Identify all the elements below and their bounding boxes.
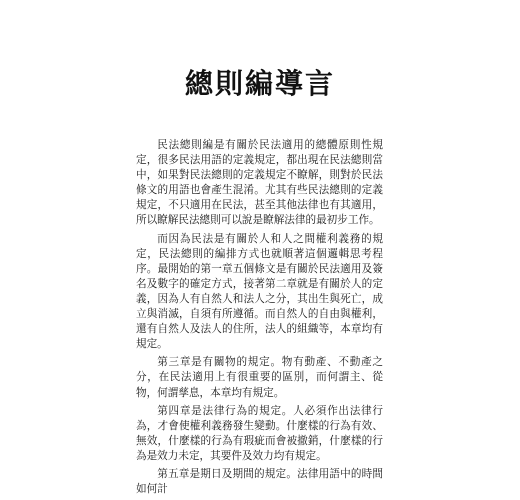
page-title: 總則編導言: [184, 67, 335, 100]
body-text: [136, 138, 383, 500]
paragraph: 第四章是法律行為的規定。人必須作出法律行為，才會使權利義務發生變動。什麼樣的行為有效、無效，什麼樣的行為有瑕疵而會被撤銷，什麼樣的行為是效力未定，其要件及效力均有規定。: [136, 404, 383, 462]
paragraph: 而因為民法是有關於人和人之間權利義務的規定，民法總則的編排方式也就順著這個邏輯思考程序。最開始的第一章五個條文是有關於民法適用及簽名及數字的確定方式，接著第二章就是有關於人的定義，因為人有自然人和法人之分，其出生與死亡，成立與消滅，自須有所遵循。而自然人的自由與權利，還有自然人及法人的住所，法人的組織等，本章均有規定。: [136, 232, 383, 351]
paragraph: 第五章是期日及期間的規定。法律用語中的時間如何計: [136, 467, 383, 496]
paragraph: 第三章是有關物的規定。物有動產、不動產之分，在民法適用上有很重要的區別，而何謂主、從物，何謂孳息，本章均有規定。: [136, 356, 383, 399]
paragraph: 民法總則編是有關於民法適用的總體原則性規定，很多民法用語的定義規定，都出現在民法總則當中，如果對民法總則的定義規定不瞭解，則對於民法條文的用語也會產生混淆。尤其有些民法總則的定義規定，不只適用在民法，甚至其他法律也有其適用，所以瞭解民法總則可以說是瞭解法律的最初步工作。: [136, 139, 383, 227]
